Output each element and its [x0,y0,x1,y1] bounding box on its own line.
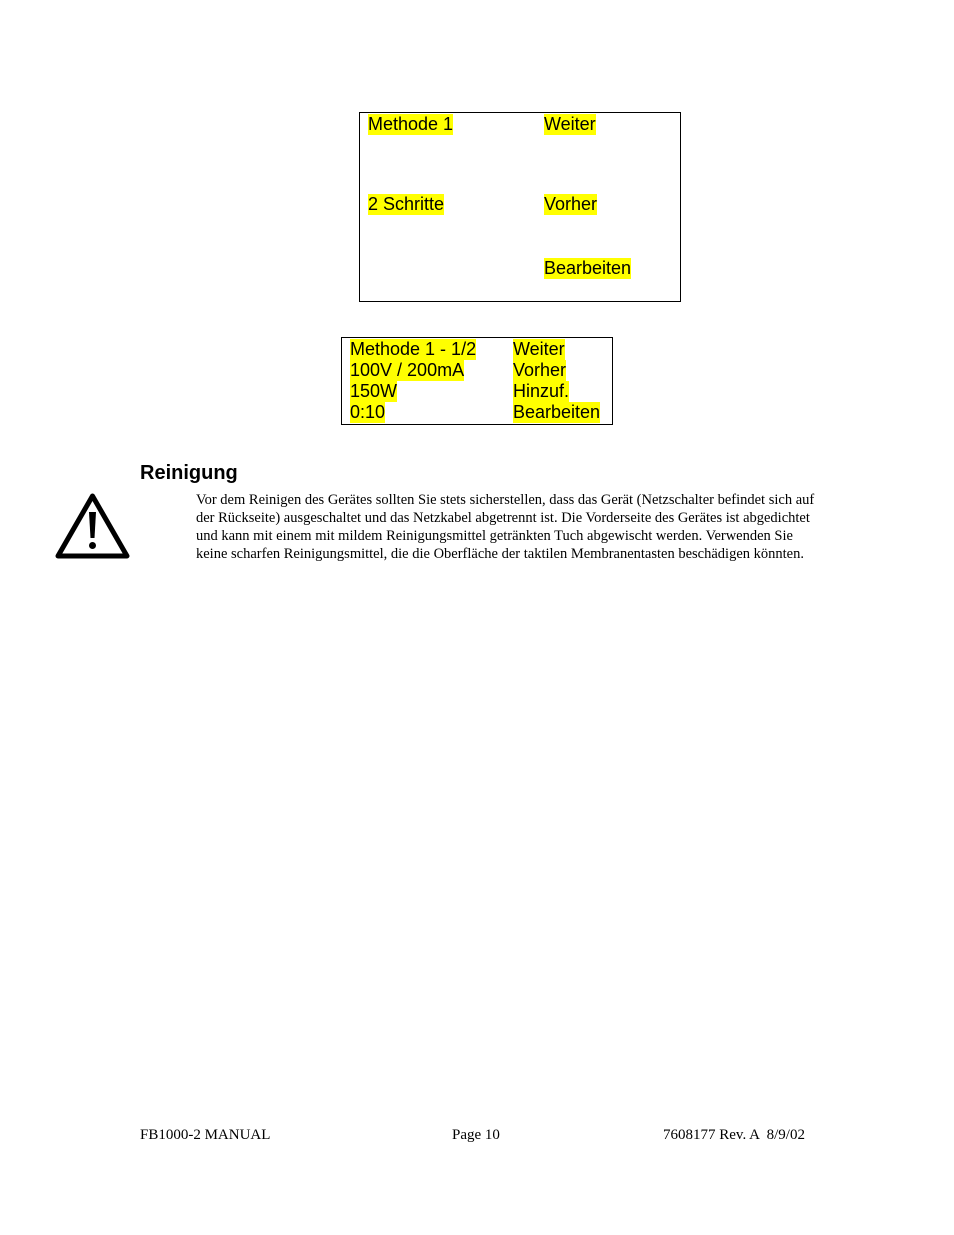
prev-softkey-label: Vorher [544,194,598,214]
power-value: 150W [350,381,398,401]
steps-label: 2 Schritte [368,194,445,214]
edit-softkey-label: Bearbeiten [513,402,601,422]
prev-softkey-label: Vorher [513,360,567,380]
footer-page-number: Page 10 [452,1127,500,1143]
method-label: Methode 1 [368,114,454,134]
method-overview-display [359,112,681,302]
step-detail-display [341,337,613,425]
footer-revision: 7608177 Rev. A 8/9/02 [663,1127,805,1143]
edit-softkey-label: Bearbeiten [544,258,632,278]
voltage-current-value: 100V / 200mA [350,360,465,380]
next-softkey-label: Weiter [513,339,565,359]
add-softkey-label: Hinzuf. [513,381,570,401]
section-heading: Reinigung [140,462,238,484]
warning-triangle-icon [54,492,131,560]
time-value: 0:10 [350,402,386,422]
step-title: Methode 1 - 1/2 [350,339,477,359]
cleaning-instructions: Vor dem Reinigen des Gerätes sollten Sie stets sicherstellen, dass das Gerät (Netzschalter befindet sich auf der Rückseite) ausgeschaltet und das Netzkabel abgetrennt ist. Die Vorderseite des Gerätes ist abgedichtet und kann mit einem mit mildem Reinigungsmittel getränkten Tuch abgewischt werden. Verwenden Sie keine scharfen Reinigungsmittel, die die Oberfläche der taktilen Membranentasten beschädigen könnten. [196,492,815,562]
footer-manual-title: FB1000-2 MANUAL [140,1127,271,1143]
next-softkey-label: Weiter [544,114,596,134]
